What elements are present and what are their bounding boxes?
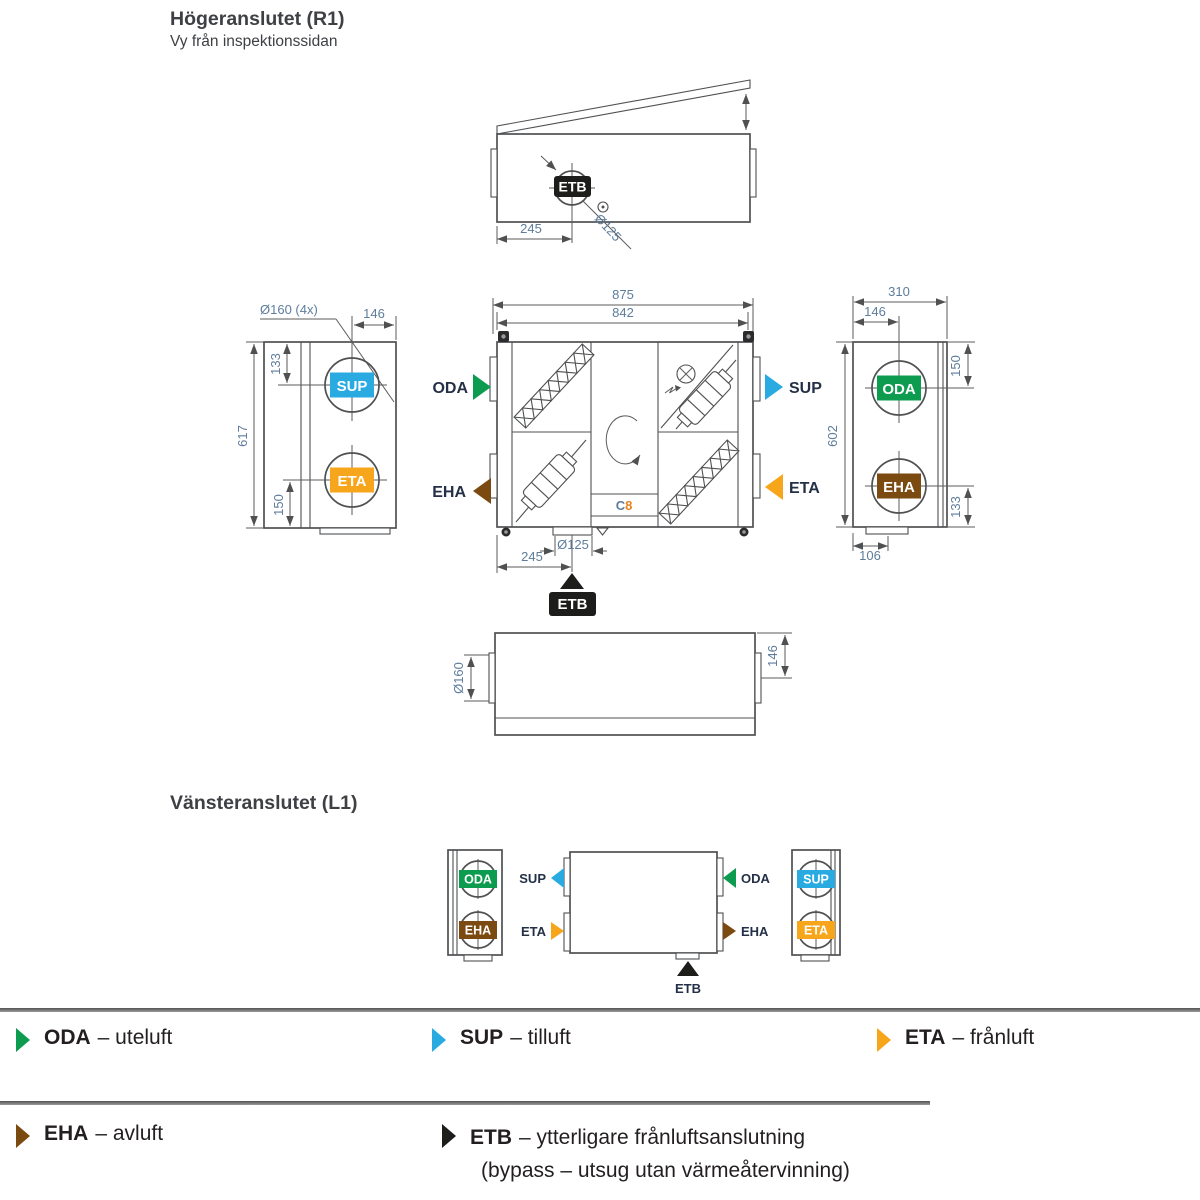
eta-arrow-icon [875, 1027, 893, 1053]
legend-desc-line2: (bypass – utsug utan värmeåtervinning) [481, 1159, 850, 1182]
legend-code: ETA [905, 1026, 946, 1049]
oda-label: ODA [741, 871, 770, 886]
eha-badge-label: EHA [464, 923, 492, 938]
dim-133-right-view [948, 488, 975, 527]
legend-desc: – frånluft [952, 1026, 1035, 1049]
top-view-lid [497, 80, 750, 134]
svg-text:133: 133 [948, 496, 963, 518]
oda-badge-label: ODA [464, 872, 492, 887]
dim-146-bottom-view [757, 633, 792, 678]
sup-badge-label: SUP [336, 378, 368, 395]
svg-text:602: 602 [825, 425, 840, 447]
etb-arrow-icon [440, 1123, 458, 1149]
right-view-body [853, 342, 947, 527]
eta-badge-label: ETA [337, 473, 367, 490]
oda-arrow-icon [14, 1027, 32, 1053]
eha-duct-stub [717, 913, 723, 951]
right-view-foot [866, 527, 908, 534]
eta-duct-stub [564, 913, 570, 951]
etb-direction-arrow-icon [560, 573, 584, 589]
dim-146-left-view [354, 306, 396, 340]
center-mark-icon [597, 528, 608, 535]
svg-text:842: 842 [612, 305, 634, 320]
eta-badge-label: ETA [803, 923, 829, 938]
dim-d160-bottom-view [451, 655, 489, 701]
legend-desc: – ytterligare frånluftsanslutning [519, 1126, 805, 1149]
eha-badge-label: EHA [883, 479, 915, 496]
svg-text:150: 150 [271, 494, 286, 516]
legend-desc: – avluft [95, 1122, 164, 1145]
section-title-l1: Vänsteranslutet (L1) [170, 792, 358, 814]
dim-602 [825, 342, 853, 527]
left-side-view [235, 302, 396, 534]
legend-code: ODA [44, 1026, 91, 1049]
bottom-view-right-flange [755, 653, 761, 703]
svg-text:Ø160: Ø160 [451, 662, 466, 694]
l1-body [570, 852, 717, 953]
legend-separator-top [0, 1008, 1200, 1012]
legend-separator-bottom [0, 1101, 930, 1105]
dim-d125-bottom [540, 536, 607, 556]
legend-desc: – uteluft [97, 1026, 173, 1049]
oda-duct-stub [717, 858, 723, 896]
eha-arrow-icon [473, 478, 491, 504]
bottom-view [451, 633, 792, 735]
eha-duct-stub [490, 454, 497, 498]
oda-badge-label: ODA [882, 381, 916, 398]
eha-arrow-icon [723, 922, 736, 940]
etb-bottom-stub [553, 527, 592, 535]
legend-item-oda [14, 1026, 172, 1053]
svg-text:Ø125: Ø125 [557, 537, 589, 552]
eha-arrow-icon [14, 1123, 32, 1149]
l1-left-panel [448, 850, 502, 961]
dim-150-right-view [948, 342, 975, 386]
oda-arrow-icon [473, 374, 491, 400]
page-subtitle: Vy från inspektionssidan [170, 33, 338, 50]
c8-label: C8 [615, 498, 633, 513]
etb-badge-label: ETB [558, 178, 587, 195]
legend-code: EHA [44, 1122, 89, 1145]
svg-text:245: 245 [520, 221, 542, 236]
panel-foot [801, 955, 829, 961]
legend-code: ETB [470, 1126, 512, 1149]
sup-label: SUP [519, 871, 546, 886]
dim-617 [235, 342, 264, 528]
svg-text:245: 245 [521, 549, 543, 564]
eta-arrow-icon [765, 474, 783, 500]
dim-842 [497, 305, 748, 330]
svg-text:146: 146 [765, 645, 780, 667]
svg-text:617: 617 [235, 425, 250, 447]
top-view-right-flange [750, 149, 756, 197]
bottom-view-body [495, 633, 755, 735]
dim-d125-top: Ø125 [591, 210, 625, 245]
eta-arrow-icon [551, 922, 564, 940]
svg-text:106: 106 [859, 548, 881, 563]
sup-arrow-icon [551, 868, 564, 888]
dim-106 [853, 533, 888, 563]
svg-text:150: 150 [948, 355, 963, 377]
sup-duct-stub [564, 858, 570, 896]
dim-146-right-view [854, 304, 898, 322]
dim-245-top [497, 221, 572, 244]
sup-duct-stub [753, 357, 760, 401]
legend-item-eta [875, 1026, 1034, 1053]
bottom-view-left-flange [489, 653, 495, 703]
eha-label: EHA [741, 924, 769, 939]
eta-label: ETA [789, 480, 820, 497]
etb-badge-label: ETB [557, 596, 588, 613]
sup-label: SUP [789, 380, 822, 397]
legend-item-eha [14, 1122, 163, 1149]
oda-label: ODA [432, 380, 468, 397]
sup-arrow-icon [765, 374, 783, 400]
page-title: Högeranslutet (R1) [170, 8, 345, 30]
top-view-body [497, 134, 750, 222]
oda-duct-stub [490, 357, 497, 401]
etb-label: ETB [675, 981, 701, 996]
front-view [432, 287, 822, 616]
etb-direction-arrow-icon [677, 961, 699, 976]
legend-desc: – tilluft [510, 1026, 571, 1049]
eta-duct-stub [753, 454, 760, 498]
svg-text:875: 875 [612, 287, 634, 302]
oda-arrow-icon [723, 868, 736, 888]
eha-label: EHA [432, 484, 466, 501]
svg-text:310: 310 [888, 284, 910, 299]
eta-label: ETA [520, 924, 546, 939]
sup-arrow-icon [430, 1027, 448, 1053]
right-side-view [825, 284, 975, 563]
l1-center-view [519, 852, 770, 996]
left-view-foot [320, 528, 390, 534]
legend-item-etb [440, 1122, 850, 1186]
svg-text:146: 146 [864, 304, 886, 319]
top-view-left-flange [491, 149, 497, 197]
etb-bottom-stub [676, 953, 699, 959]
sup-badge-label: SUP [803, 872, 829, 887]
svg-text:146: 146 [363, 306, 385, 321]
legend-code: SUP [460, 1026, 504, 1049]
top-view [491, 80, 756, 249]
dim-d160-4x: Ø160 (4x) [260, 302, 318, 317]
panel-foot [464, 955, 492, 961]
l1-right-panel [792, 850, 840, 961]
svg-text:133: 133 [268, 353, 283, 375]
legend-item-sup [430, 1026, 571, 1053]
